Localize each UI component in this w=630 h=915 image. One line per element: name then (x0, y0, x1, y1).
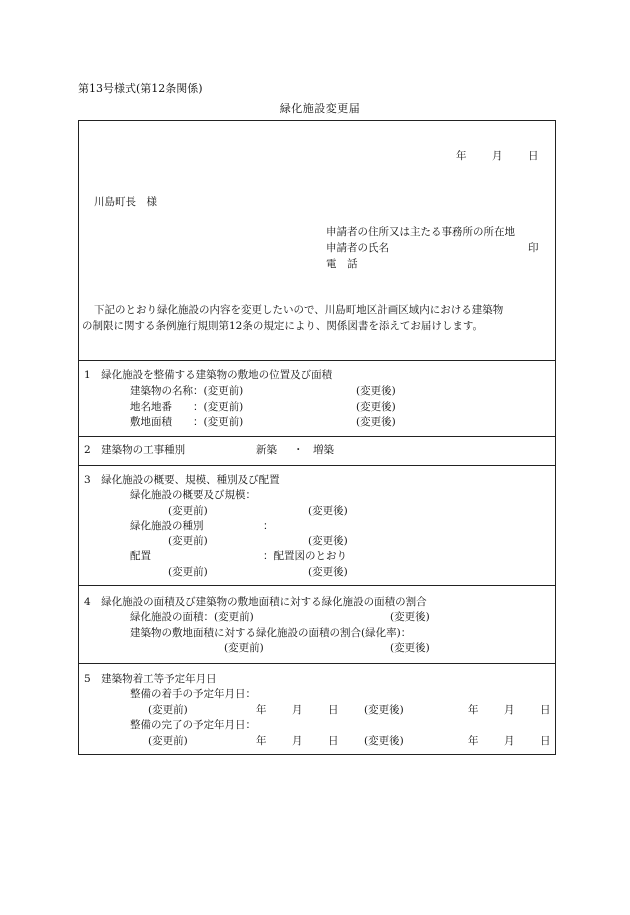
start-before-month: 月 (292, 704, 303, 716)
section-5-heading: 5 建築物着工等予定年月日 (84, 673, 217, 685)
layout-after: (変更後) (308, 566, 348, 578)
start-after-year: 年 (468, 704, 479, 716)
green-area-label: 緑化施設の面積：(変更前) (130, 611, 254, 623)
start-after-day: 日 (540, 704, 551, 716)
date-year: 年 (456, 150, 467, 162)
start-after: (変更後) (364, 704, 404, 716)
kind-label: 緑化施設の種別 (130, 520, 204, 532)
overview-after: (変更後) (308, 505, 348, 517)
section-divider (78, 465, 556, 466)
option-new-construction: 新築 (256, 444, 277, 456)
start-before-day: 日 (328, 704, 339, 716)
building-name-after: (変更後) (356, 385, 396, 397)
green-ratio-before: (変更前) (224, 642, 264, 654)
end-date-label: 整備の完了の予定年月日： (130, 719, 256, 731)
date-month: 月 (492, 150, 503, 162)
kind-after: (変更後) (308, 535, 348, 547)
section-divider (78, 585, 556, 586)
section-4-heading: 4 緑化施設の面積及び建築物の敷地面積に対する緑化施設の面積の割合 (84, 596, 427, 608)
overview-before: (変更前) (168, 505, 208, 517)
section-2-heading: 2 建築物の工事種別 (84, 444, 186, 456)
layout-label: 配置 (130, 550, 151, 562)
overview-label: 緑化施設の概要及び規模： (130, 489, 256, 501)
start-after-month: 月 (504, 704, 515, 716)
date-day: 日 (528, 150, 539, 162)
lot-number-label: 地名地番 ：(変更前) (130, 401, 244, 413)
lot-number-after: (変更後) (356, 401, 396, 413)
start-date-label: 整備の着手の予定年月日： (130, 688, 256, 700)
section-divider (78, 663, 556, 664)
option-separator: ・ (293, 444, 304, 456)
section-1-heading: 1 緑化施設を整備する建築物の敷地の位置及び面積 (84, 369, 333, 381)
form-reference: 第13号様式(第12条関係) (78, 82, 203, 95)
body-text-line-1: 下記のとおり緑化施設の内容を変更したいので、川島町地区計画区域内における建築物 (94, 304, 504, 316)
form-frame (78, 120, 556, 755)
end-before: (変更前) (148, 735, 188, 747)
end-after-year: 年 (468, 735, 479, 747)
layout-value: ：配置図のとおり (263, 550, 347, 562)
end-after: (変更後) (364, 735, 404, 747)
green-ratio-after: (変更後) (390, 642, 430, 654)
green-area-after: (変更後) (390, 611, 430, 623)
kind-colon: ： (263, 520, 274, 532)
start-before-year: 年 (256, 704, 267, 716)
addressee: 川島町長 様 (94, 196, 157, 208)
site-area-after: (変更後) (356, 416, 396, 428)
building-name-label: 建築物の名称：(変更前) (130, 385, 244, 397)
green-ratio-label: 建築物の敷地面積に対する緑化施設の面積の割合(緑化率)： (130, 627, 412, 639)
layout-before: (変更前) (168, 566, 208, 578)
end-before-year: 年 (256, 735, 267, 747)
seal-mark: 印 (528, 242, 539, 254)
kind-before: (変更前) (168, 535, 208, 547)
end-after-month: 月 (504, 735, 515, 747)
applicant-name-label: 申請者の氏名 (326, 242, 389, 254)
end-after-day: 日 (540, 735, 551, 747)
end-before-day: 日 (328, 735, 339, 747)
start-before: (変更前) (148, 704, 188, 716)
section-divider (78, 436, 556, 437)
applicant-address-label: 申請者の住所又は主たる事務所の所在地 (326, 226, 515, 238)
section-divider (78, 360, 556, 361)
body-text-line-2: の制限に関する条例施行規則第12条の規定により、関係図書を添えてお届けします。 (82, 320, 484, 332)
applicant-phone-label: 電 話 (326, 258, 358, 270)
site-area-label: 敷地面積 ：(変更前) (130, 416, 244, 428)
document-title: 緑化施設変更届 (279, 102, 361, 115)
end-before-month: 月 (292, 735, 303, 747)
option-extension: 増築 (313, 444, 334, 456)
section-3-heading: 3 緑化施設の概要、規模、種別及び配置 (84, 474, 280, 486)
